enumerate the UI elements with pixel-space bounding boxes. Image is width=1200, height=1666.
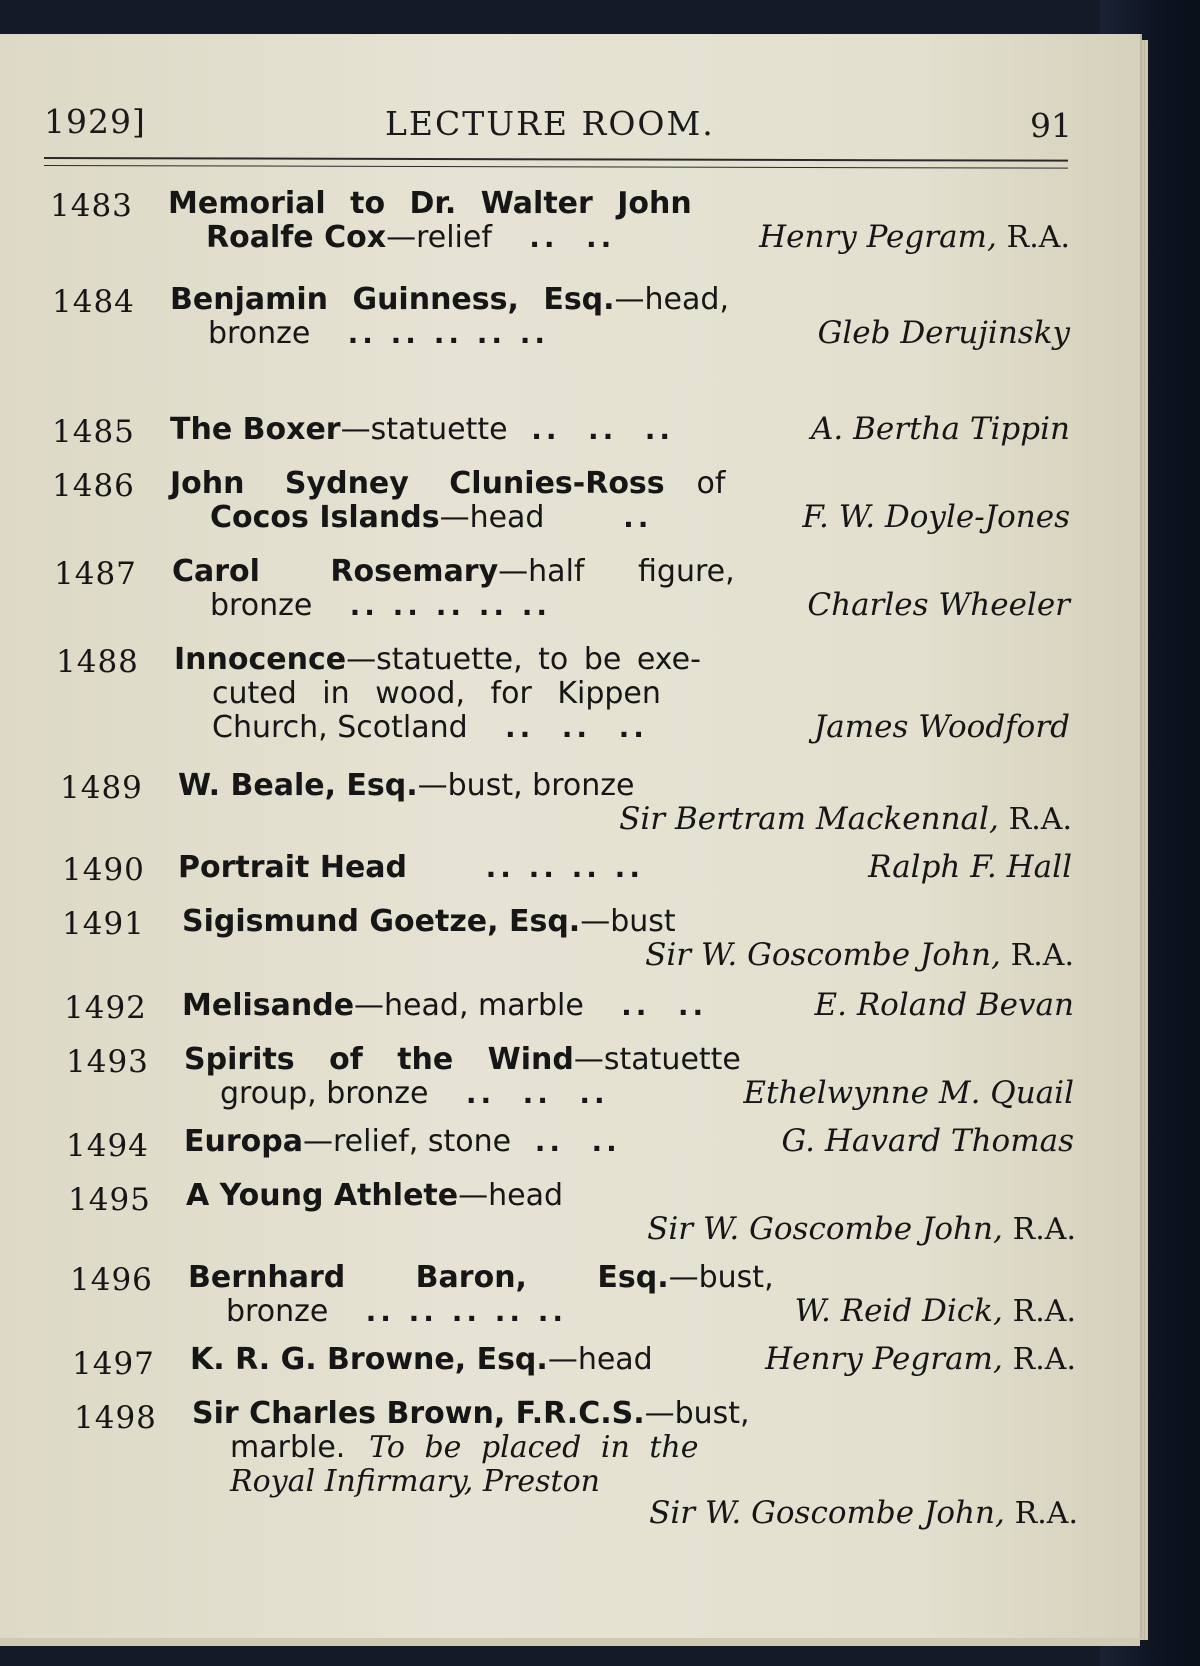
entry-artist: Sir Bertram Mackennal, [619,801,999,837]
entry-description: —head, marble [354,988,584,1023]
entry-number: 1489 [60,770,143,806]
leader-dots: .. .. .. .. .. [338,1295,568,1328]
entry-number: 1487 [54,556,137,592]
entry-artist: James Woodford [813,709,1070,745]
entry-title: Innocence [174,642,347,677]
entry-artist-suffix: R.A. [1006,220,1070,255]
leader-dots: .. .. .. [517,413,675,446]
leader-dots: .. .. .. [438,1077,609,1110]
entry-description: of [696,466,726,501]
entry-description-continued: —head [439,500,545,535]
entry-artist: W. Reid Dick, [794,1293,1003,1329]
entry-title: Spirits of the Wind [184,1042,574,1077]
entry-number: 1491 [62,906,145,942]
leader-dots: .. .. .. [477,711,648,744]
entry-title-continued: Cocos Islands [210,500,440,535]
entry-description-continued: bronze [210,588,313,623]
entry-description: —head [458,1178,564,1213]
entry-artist: G. Havard Thomas [781,1123,1074,1159]
entry-artist-suffix: R.A. [1008,802,1072,837]
entry-artist-suffix: R.A. [1012,1212,1076,1247]
leader-dots: .. .. .. .. .. [322,589,552,622]
entry-number: 1488 [56,644,139,680]
entry-note: To be placed in the [369,1430,699,1465]
entry-description: —statuette [340,412,508,447]
entry-title: Bernhard Baron, Esq. [188,1260,669,1295]
entry-description-continued: group, bronze [220,1076,429,1111]
entry-artist: Ethelwynne M. Quail [743,1075,1074,1111]
leader-dots: .. .. [593,989,708,1022]
header-title: LECTURE ROOM. [385,104,715,143]
entry-title: Europa [184,1124,303,1159]
entry-note-continued: Royal Infirmary, Preston [230,1464,600,1499]
entry-artist-suffix: R.A. [1012,1342,1076,1377]
entry-artist: Sir W. Goscombe John, [649,1495,1005,1531]
entry-description-continued: bronze [226,1294,329,1329]
entry-artist: Sir W. Goscombe John, [647,1211,1003,1247]
entry-number: 1485 [52,414,135,450]
entry-title: K. R. G. Browne, Esq. [190,1342,548,1377]
entry-description: —statuette [573,1042,741,1077]
entry-number: 1497 [72,1346,155,1382]
entry-number: 1496 [70,1262,153,1298]
entry-title: Portrait Head [178,850,408,885]
entry-number: 1498 [74,1400,157,1436]
entry-title-continued: Roalfe Cox [206,220,387,255]
entry-title: Sigismund Goetze, Esq. [182,904,581,939]
entry-artist: Gleb Derujinsky [817,315,1070,351]
entry-number: 1492 [64,990,147,1026]
entry-number: 1490 [62,852,145,888]
entry-description: —bust, [668,1260,774,1295]
entry-number: 1483 [50,188,133,224]
entry-description: —relief [386,220,492,255]
entry-description: —half figure, [498,554,735,589]
entry-title: The Boxer [170,412,341,447]
entry-artist: Ralph F. Hall [868,849,1072,885]
entry-artist: Henry Pegram, [765,1341,1003,1377]
page-number: 91 [1030,106,1072,145]
entry-description: —bust, [644,1396,750,1431]
entry-artist: F. W. Doyle-Jones [802,499,1070,535]
header-year: 1929] [44,102,146,141]
entry-description-continued: cuted in wood, for Kippen [212,676,661,711]
entry-title: A Young Athlete [186,1178,459,1213]
entry-artist-suffix: R.A. [1010,938,1074,973]
book-page [0,34,1142,1638]
running-header [0,34,1140,174]
leader-dots: .. .. [520,1125,621,1158]
entry-description-continued: marble. [230,1430,346,1465]
entry-title: W. Beale, Esq. [178,768,418,803]
entry-description: —relief, stone [302,1124,512,1159]
entry-artist: A. Bertha Tippin [811,411,1070,447]
entry-title: Benjamin Guinness, Esq. [170,282,615,317]
entry-number: 1486 [52,468,135,504]
entry-number: 1495 [68,1182,151,1218]
entry-description: —head, [614,282,729,317]
entry-description: —bust, bronze [417,768,635,803]
entry-description: —bust [580,904,676,939]
entry-title: Sir Charles Brown, F.R.C.S. [192,1396,645,1431]
entry-number: 1494 [66,1128,149,1164]
entry-title: John Sydney Clunies-Ross [170,466,665,501]
entry-description: —head [547,1342,653,1377]
entry-artist: Charles Wheeler [807,587,1070,623]
entry-title: Carol Rosemary [172,554,499,589]
leader-dots: .. .. [501,221,616,254]
entry-description-continued: bronze [208,316,311,351]
entry-artist: Henry Pegram, [759,219,997,255]
entry-artist: E. Roland Bevan [814,987,1074,1023]
entry-title: Memorial to Dr. Walter John [168,186,692,221]
leader-dots: .. .. .. .. [416,851,644,884]
entry-title: Melisande [182,988,355,1023]
entry-description: —statuette, to be exe- [346,642,701,677]
leader-dots: .. [554,501,653,534]
entry-description-continued: Church, Scotland [212,710,468,745]
entry-artist-suffix: R.A. [1014,1496,1078,1531]
entry-artist: Sir W. Goscombe John, [645,937,1001,973]
entry-number: 1493 [66,1044,149,1080]
entry-number: 1484 [52,284,135,320]
leader-dots: .. .. .. .. .. [320,317,550,350]
entry-artist-suffix: R.A. [1012,1294,1076,1329]
